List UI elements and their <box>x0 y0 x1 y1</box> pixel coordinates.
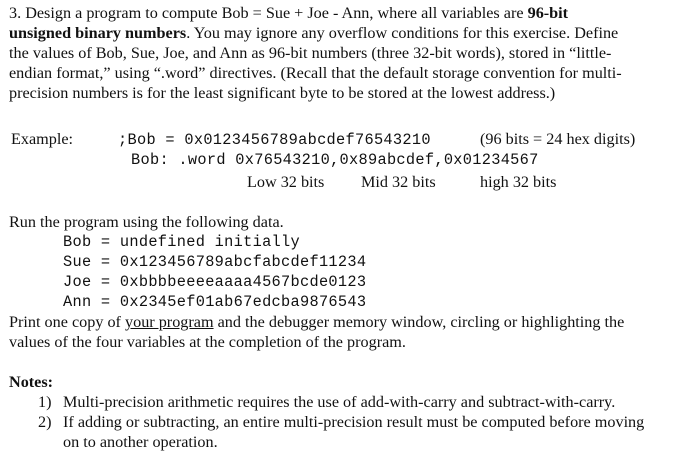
example-comment-code: ;Bob = 0x0123456789abcdef76543210 <box>118 131 431 149</box>
example-comment-note: (96 bits = 24 hex digits) <box>480 130 636 148</box>
run-heading: Run the program using the following data. <box>9 213 284 231</box>
note-1-number: 1) <box>38 393 52 411</box>
problem-line-1: 3. Design a program to compute Bob = Sue + Joe - Ann, where all variables are 96-bit <box>9 4 569 22</box>
data-line-sue: Sue = 0x123456789abcfabcdef11234 <box>63 253 367 271</box>
problem-line-5: precision numbers is for the least significant byte to be stored at the lowest address.) <box>9 84 556 102</box>
col-label-low: Low 32 bits <box>247 173 325 191</box>
print-instruction-line-1: Print one copy of your program and the debugger memory window, circling or highlighting the <box>9 313 625 331</box>
note-1-text: Multi-precision arithmetic requires the use of add-with-carry and subtract-with-carry. <box>63 393 616 411</box>
data-line-ann: Ann = 0x2345ef01ab67edcba9876543 <box>63 293 367 311</box>
col-label-high: high 32 bits <box>480 173 557 191</box>
note-2-text-line-1: If adding or subtracting, an entire multi-precision result must be computed before moving <box>63 413 645 431</box>
notes-heading: Notes: <box>9 373 54 391</box>
note-2-number: 2) <box>38 413 52 431</box>
problem-number: 3. <box>9 4 22 22</box>
example-label: Example: <box>11 130 74 148</box>
data-line-joe: Joe = 0xbbbbeeeeaaaa4567bcde0123 <box>63 273 367 291</box>
print-instruction-line-2: values of the four variables at the completion of the program. <box>9 333 406 351</box>
problem-line-3: the values of Bob, Sue, Joe, and Ann as 96-bit numbers (three 32-bit words), stored in “little- <box>9 44 612 62</box>
example-word-code: Bob: .word 0x76543210,0x89abcdef,0x01234567 <box>131 151 539 169</box>
note-2-text-line-2: on to another operation. <box>63 433 218 451</box>
col-label-mid: Mid 32 bits <box>361 173 436 191</box>
your-program-text: your program <box>125 313 214 331</box>
data-line-bob: Bob = undefined initially <box>63 233 300 251</box>
problem-line-4: endian format,” using “.word” directives. (Recall that the default storage convention for multi- <box>9 64 622 82</box>
problem-line-2: unsigned binary numbers. You may ignore any overflow conditions for this exercise. Define <box>9 24 619 42</box>
